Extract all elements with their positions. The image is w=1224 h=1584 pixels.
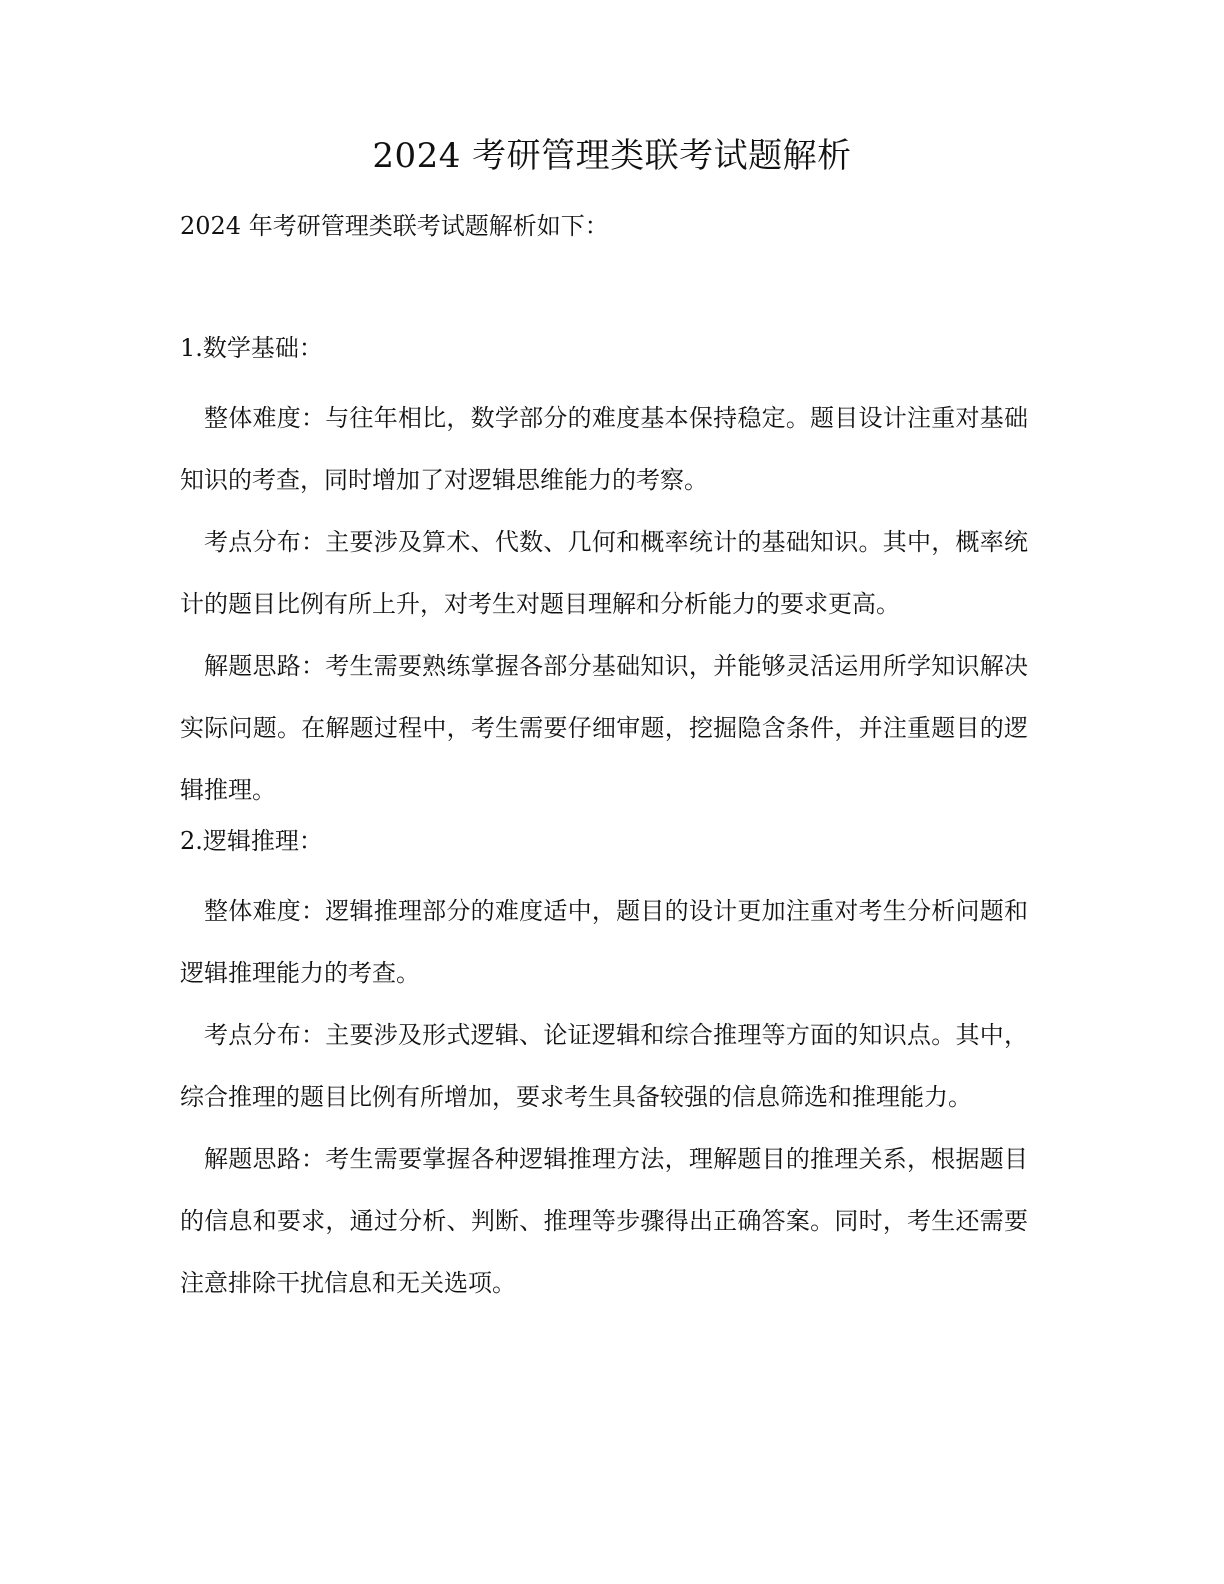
paragraph: 整体难度：逻辑推理部分的难度适中，题目的设计更加注重对考生分析问题和逻辑推理能力的考查。: [180, 897, 1028, 987]
paragraph: 考点分布：主要涉及形式逻辑、论证逻辑和综合推理等方面的知识点。其中，综合推理的题目比例有所增加，要求考生具备较强的信息筛选和推理能力。: [180, 1021, 1028, 1111]
section-logic: [180, 821, 1028, 1314]
document-title: 2024 考研管理类联考试题解析: [372, 136, 852, 176]
document-body: [180, 328, 1028, 1314]
section-heading: 2.逻辑推理：: [180, 827, 323, 855]
paragraph: 整体难度：与往年相比，数学部分的难度基本保持稳定。题目设计注重对基础知识的考查，同时增加了对逻辑思维能力的考察。: [180, 404, 1028, 494]
document-intro: 2024 年考研管理类联考试题解析如下：: [180, 212, 609, 240]
section-math: [180, 328, 1028, 821]
paragraph: 解题思路：考生需要掌握各种逻辑推理方法，理解题目的推理关系，根据题目的信息和要求，通过分析、判断、推理等步骤得出正确答案。同时，考生还需要注意排除干扰信息和无关选项。: [180, 1145, 1028, 1297]
paragraph: 解题思路：考生需要熟练掌握各部分基础知识，并能够灵活运用所学知识解决实际问题。在解题过程中，考生需要仔细审题，挖掘隐含条件，并注重题目的逻辑推理。: [180, 652, 1028, 804]
section-heading: 1.数学基础：: [180, 334, 323, 362]
paragraph: 考点分布：主要涉及算术、代数、几何和概率统计的基础知识。其中，概率统计的题目比例有所上升，对考生对题目理解和分析能力的要求更高。: [180, 528, 1028, 618]
